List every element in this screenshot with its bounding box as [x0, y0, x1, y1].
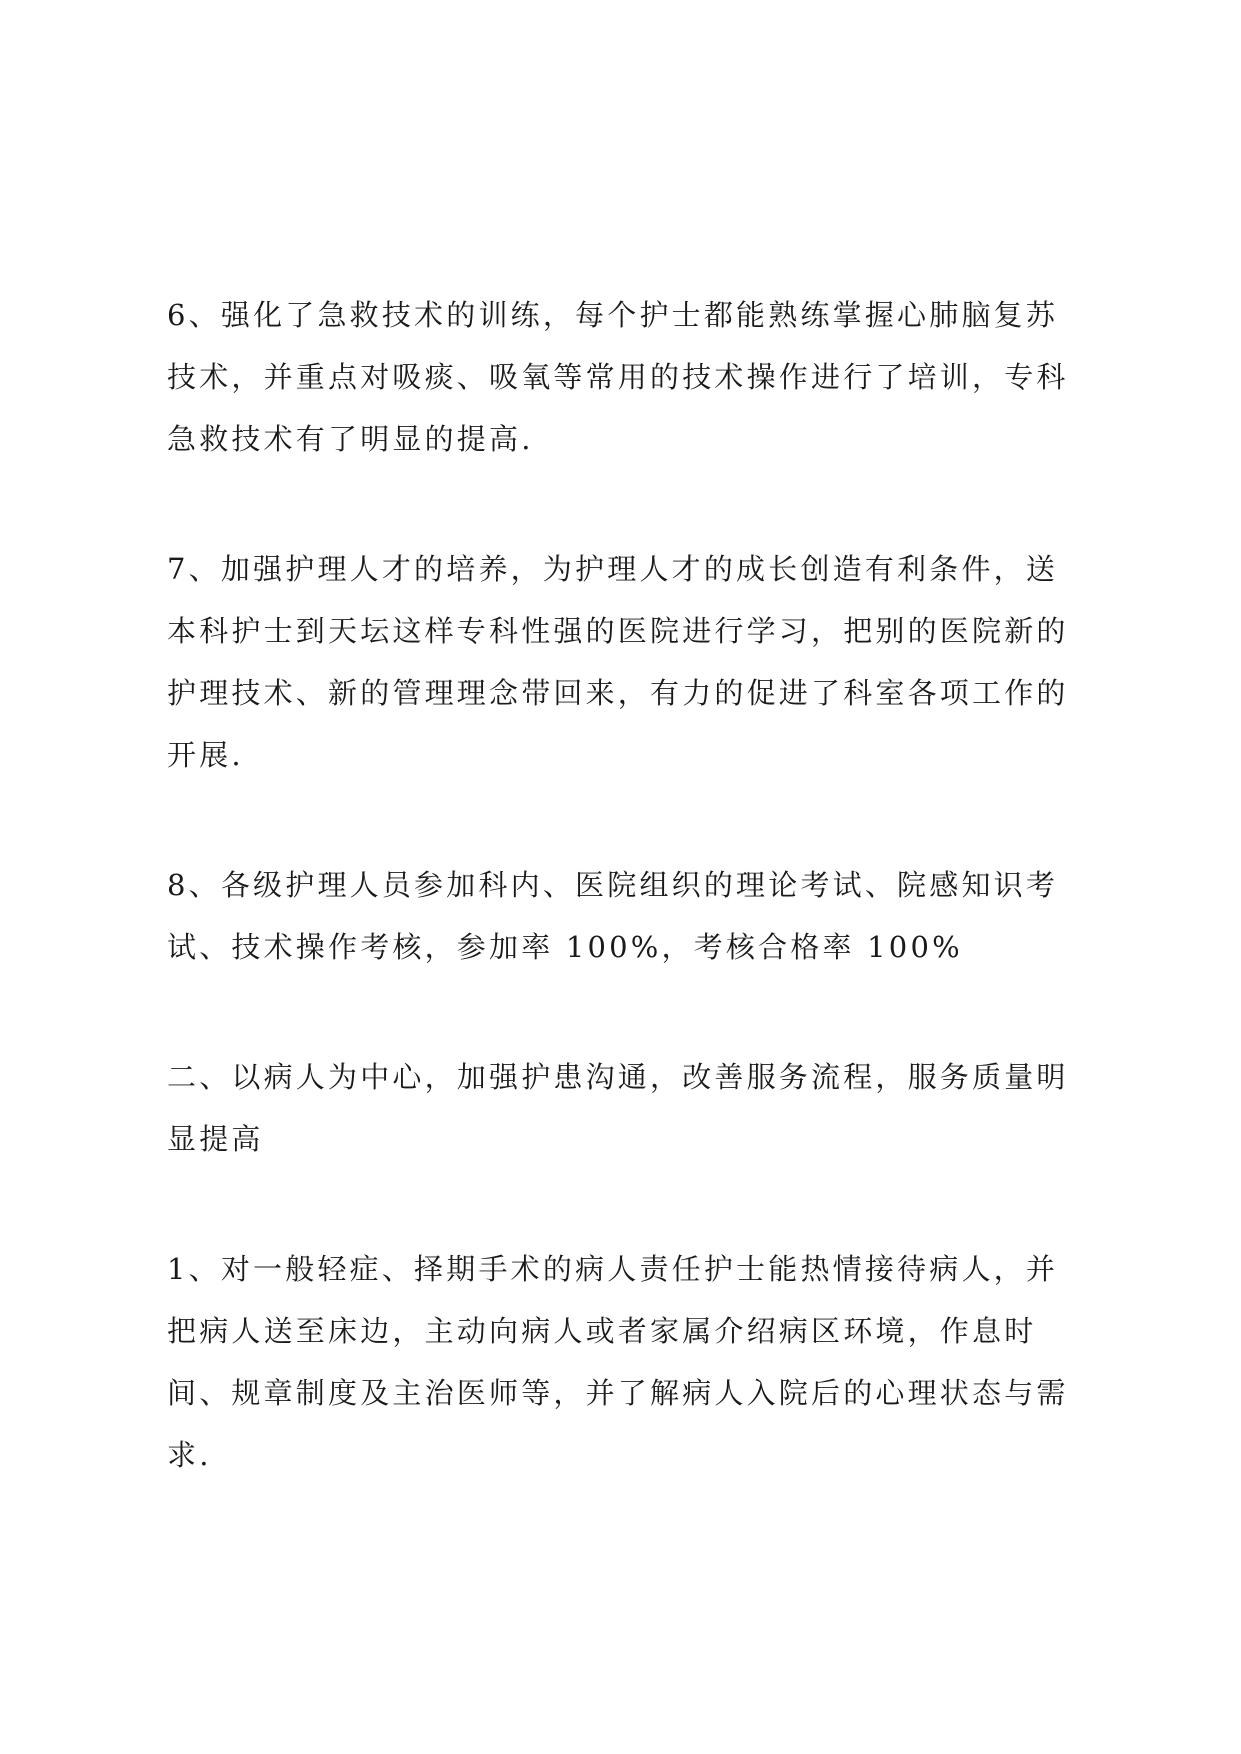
paragraph-7-talent-training	[167, 538, 1097, 786]
text-line: 把病人送至床边，主动向病人或者家属介绍病区环境，作息时	[167, 1314, 1037, 1348]
paragraph-spacer	[167, 470, 1097, 538]
paragraph-8-exams	[167, 854, 1097, 978]
text-line: 开展.	[167, 738, 244, 772]
paragraph-6-emergency-training	[167, 284, 1097, 470]
document-body	[167, 284, 1097, 1486]
text-line: 求.	[167, 1438, 212, 1472]
text-line: 7、加强护理人才的培养，为护理人才的成长创造有利条件，送	[167, 552, 1059, 586]
paragraph-1-patient-reception	[167, 1238, 1097, 1486]
text-line: 8、各级护理人员参加科内、医院组织的理论考试、院感知识考	[167, 868, 1059, 902]
text-line: 二、以病人为中心，加强护患沟通，改善服务流程，服务质量明	[167, 1060, 1069, 1094]
text-line: 试、技术操作考核，参加率 100%，考核合格率 100%	[167, 930, 963, 964]
text-line: 护理技术、新的管理理念带回来，有力的促进了科室各项工作的	[167, 676, 1069, 710]
paragraph-spacer	[167, 786, 1097, 854]
paragraph-spacer	[167, 1170, 1097, 1238]
text-line: 技术，并重点对吸痰、吸氧等常用的技术操作进行了培训，专科	[167, 360, 1069, 394]
text-line: 1、对一般轻症、择期手术的病人责任护士能热情接待病人，并	[167, 1252, 1059, 1286]
text-line: 间、规章制度及主治医师等，并了解病人入院后的心理状态与需	[167, 1376, 1069, 1410]
text-line: 6、强化了急救技术的训练，每个护士都能熟练掌握心肺脑复苏	[167, 298, 1059, 332]
text-line: 本科护士到天坛这样专科性强的医院进行学习，把别的医院新的	[167, 614, 1069, 648]
text-line: 显提高	[167, 1122, 264, 1156]
paragraph-spacer	[167, 978, 1097, 1046]
text-line: 急救技术有了明显的提高.	[167, 422, 534, 456]
section-heading-2-patient-centered	[167, 1046, 1097, 1170]
